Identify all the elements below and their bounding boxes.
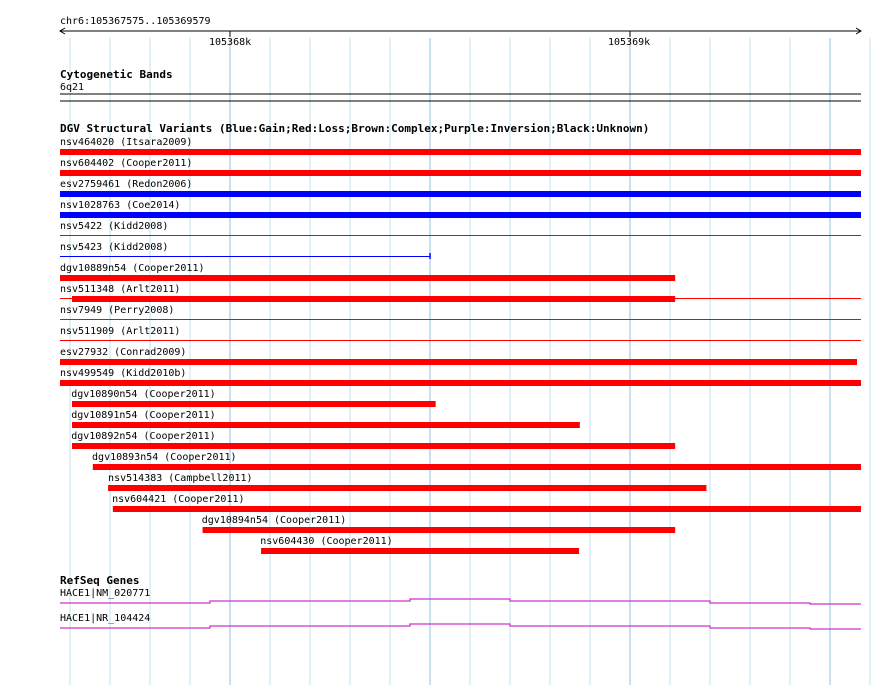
dgv-feature-bar[interactable] <box>72 401 436 407</box>
dgv-feature-label[interactable]: nsv464020 (Itsara2009) <box>60 137 193 148</box>
dgv-feature-label[interactable]: nsv1028763 (Coe2014) <box>60 200 181 211</box>
dgv-feature-label[interactable]: nsv5423 (Kidd2008) <box>60 242 169 253</box>
dgv-feature-label[interactable]: nsv604430 (Cooper2011) <box>260 536 393 547</box>
dgv-feature-bar[interactable] <box>60 149 861 155</box>
dgv-feature-bar[interactable] <box>72 296 675 302</box>
dgv-feature-bar[interactable] <box>60 359 857 365</box>
gene-label[interactable]: HACE1|NR_104424 <box>60 613 151 624</box>
gene-feature[interactable] <box>60 599 861 604</box>
dgv-feature-bar[interactable] <box>60 170 861 176</box>
ruler-tick-label: 105368k <box>209 37 252 48</box>
dgv-feature-bar[interactable] <box>72 422 580 428</box>
dgv-feature-label[interactable]: dgv10891n54 (Cooper2011) <box>71 410 216 421</box>
dgv-feature-label[interactable]: nsv499549 (Kidd2010b) <box>60 368 187 379</box>
ruler-tick-label: 105369k <box>608 37 651 48</box>
dgv-feature-label[interactable]: dgv10890n54 (Cooper2011) <box>71 389 216 400</box>
dgv-feature-bar[interactable] <box>261 548 579 554</box>
dgv-feature-label[interactable]: nsv511348 (Arlt2011) <box>60 284 181 295</box>
dgv-feature-label[interactable]: nsv5422 (Kidd2008) <box>60 221 169 232</box>
dgv-feature-label[interactable]: nsv604421 (Cooper2011) <box>112 494 245 505</box>
refseq-track <box>60 574 861 629</box>
gene-feature[interactable] <box>60 624 861 629</box>
dgv-feature-label[interactable]: dgv10892n54 (Cooper2011) <box>71 431 216 442</box>
cytoband-label: 6q21 <box>60 82 85 93</box>
dgv-feature-label[interactable]: nsv604402 (Cooper2011) <box>60 158 193 169</box>
dgv-feature-bar[interactable] <box>72 443 675 449</box>
dgv-feature-bar[interactable] <box>113 506 861 512</box>
cytoband-track <box>60 68 861 101</box>
dgv-track <box>60 122 861 554</box>
dgv-feature-bar[interactable] <box>60 256 430 257</box>
cytoband-track-title: Cytogenetic Bands <box>60 68 173 81</box>
dgv-feature-bar[interactable] <box>60 235 861 236</box>
refseq-track-title: RefSeq Genes <box>60 574 140 587</box>
dgv-features <box>60 137 861 554</box>
dgv-feature-bar[interactable] <box>203 527 676 533</box>
dgv-feature-label[interactable]: dgv10894n54 (Cooper2011) <box>201 515 347 526</box>
dgv-feature-bar[interactable] <box>60 340 861 341</box>
ruler <box>60 16 861 48</box>
dgv-feature-bar[interactable] <box>60 380 861 386</box>
dgv-feature-bar[interactable] <box>60 191 861 197</box>
dgv-feature-bar[interactable] <box>60 319 861 320</box>
dgv-feature-label[interactable]: esv2759461 (Redon2006) <box>60 179 193 190</box>
dgv-feature-label[interactable]: esv27932 (Conrad2009) <box>60 347 187 358</box>
dgv-feature-label[interactable]: dgv10889n54 (Cooper2011) <box>60 263 205 274</box>
dgv-track-title: DGV Structural Variants (Blue:Gain;Red:Loss;Brown:Complex;Purple:Inversion;Black:Unknown) <box>60 122 650 135</box>
dgv-feature-label[interactable]: nsv7949 (Perry2008) <box>60 305 175 316</box>
dgv-feature-bar[interactable] <box>93 464 861 470</box>
region-label: chr6:105367575..105369579 <box>60 16 211 27</box>
dgv-feature-bar[interactable] <box>60 275 675 281</box>
dgv-feature-label[interactable]: nsv511909 (Arlt2011) <box>60 326 181 337</box>
dgv-feature-label[interactable]: nsv514383 (Campbell2011) <box>108 473 253 484</box>
dgv-feature-bar[interactable] <box>108 485 706 491</box>
dgv-feature-label[interactable]: dgv10893n54 (Cooper2011) <box>92 452 237 463</box>
dgv-feature-bar[interactable] <box>60 212 861 218</box>
gene-label[interactable]: HACE1|NM_020771 <box>60 588 151 599</box>
